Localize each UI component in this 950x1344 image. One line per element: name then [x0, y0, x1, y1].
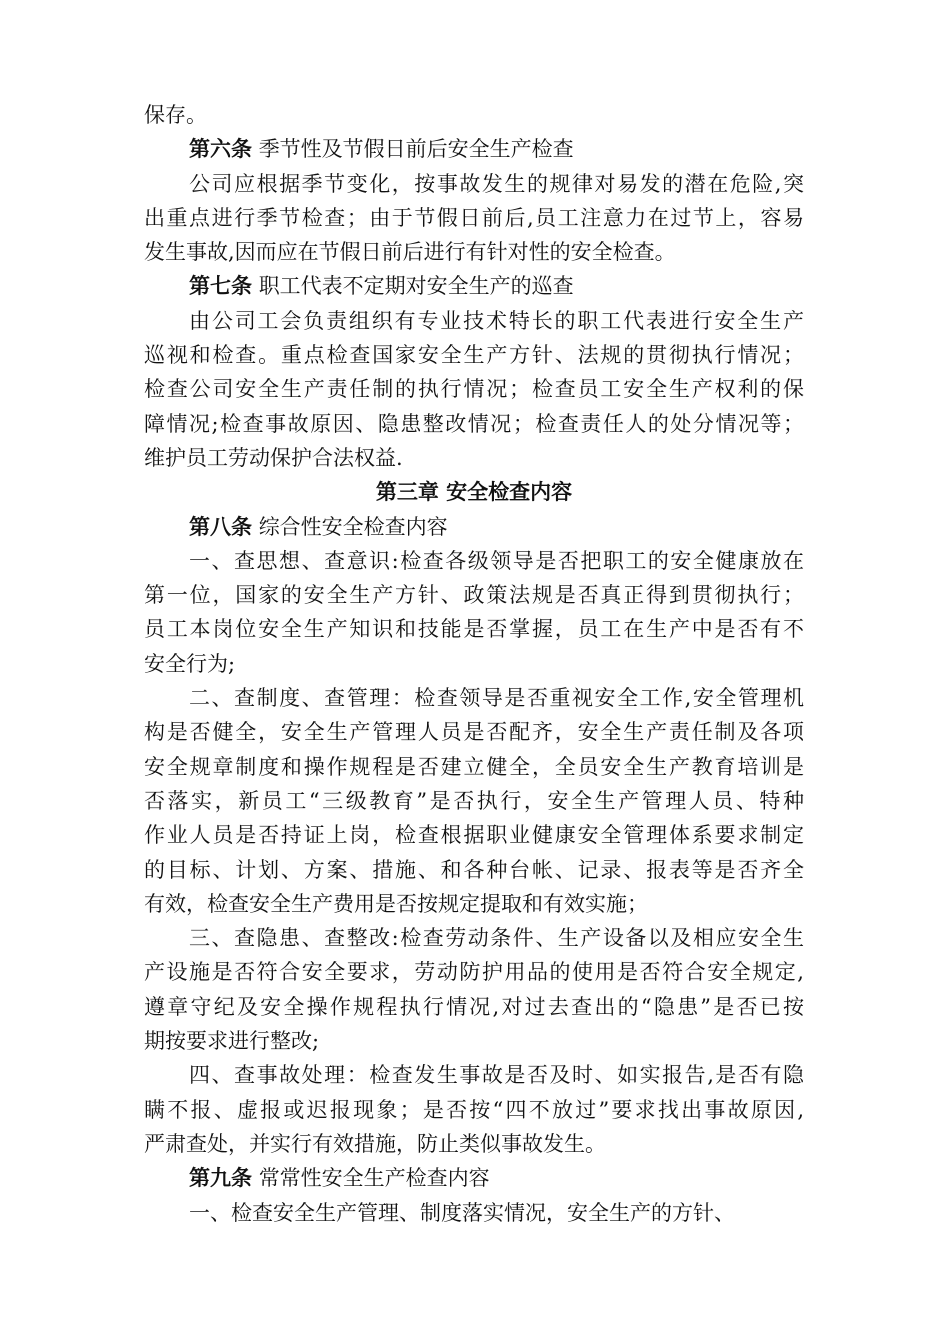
paragraph-line: 障情况;检查事故原因、隐患整改情况；检查责任人的处分情况等； — [144, 411, 804, 436]
article-label: 第七条 — [189, 273, 252, 299]
document-body — [144, 98, 804, 1230]
paragraph-line: 员工本岗位安全生产知识和技能是否掌握，员工在生产中是否有不 — [144, 617, 804, 642]
article-title: 职工代表不定期对安全生产的巡查 — [258, 274, 574, 299]
paragraph-line: 否落实，新员工“三级教育”是否执行，安全生产管理人员、特种 — [144, 788, 804, 813]
paragraph-line: 一、检查安全生产管理、制度落实情况，安全生产的方针、 — [189, 1200, 735, 1225]
paragraph-line: 巡视和检查。重点检查国家安全生产方针、法规的贯彻执行情况； — [144, 343, 804, 368]
paragraph-line: 维护员工劳动保护合法权益. — [144, 445, 403, 470]
paragraph-line: 三、查隐患、查整改:检查劳动条件、生产设备以及相应安全生 — [189, 926, 804, 951]
paragraph-line: 构是否健全，安全生产管理人员是否配齐，安全生产责任制及各项 — [144, 720, 804, 745]
paragraph-line: 期按要求进行整改; — [144, 1029, 320, 1054]
paragraph-line: 安全行为; — [144, 651, 236, 676]
paragraph-line: 严肃查处，并实行有效措施，防止类似事故发生。 — [144, 1131, 606, 1156]
paragraph-line: 保存。 — [144, 103, 207, 127]
article-label: 第八条 — [189, 513, 252, 539]
article-title: 季节性及节假日前后安全生产检查 — [258, 137, 574, 162]
chapter-heading: 第三章 安全检查内容 — [375, 479, 573, 505]
paragraph-line: 四、查事故处理：检查发生事故是否及时、如实报告,是否有隐 — [189, 1063, 804, 1088]
article-heading — [144, 1161, 804, 1195]
paragraph-line: 一、查思想、查意识:检查各级领导是否把职工的安全健康放在 — [189, 548, 804, 573]
paragraph-line: 由公司工会负责组织有专业技术特长的职工代表进行安全生产 — [189, 308, 804, 333]
paragraph-line: 的目标、计划、方案、措施、和各种台帐、记录、报表等是否齐全 — [144, 857, 804, 882]
article-title: 综合性安全检查内容 — [258, 514, 448, 539]
article-heading — [144, 269, 804, 303]
paragraph-line: 公司应根据季节变化，按事故发生的规律对易发的潜在危险,突 — [189, 171, 804, 196]
paragraph-line: 检查公司安全生产责任制的执行情况；检查员工安全生产权利的保 — [144, 377, 804, 402]
paragraph-line: 作业人员是否持证上岗，检查根据职业健康安全管理体系要求制定 — [144, 823, 804, 848]
article-label: 第六条 — [189, 136, 252, 162]
paragraph-line: 有效，检查安全生产费用是否按规定提取和有效实施； — [144, 891, 648, 916]
paragraph-line: 安全规章制度和操作规程是否建立健全，全员安全生产教育培训是 — [144, 754, 804, 779]
paragraph-line: 产设施是否符合安全要求，劳动防护用品的使用是否符合安全规定, — [144, 960, 804, 985]
article-heading — [144, 510, 804, 544]
paragraph-line: 遵章守纪及安全操作规程执行情况,对过去查出的“隐患”是否已按 — [144, 994, 804, 1019]
article-heading — [144, 132, 804, 166]
paragraph-line: 二、查制度、查管理：检查领导是否重视安全工作,安全管理机 — [189, 686, 804, 711]
paragraph-line: 瞒不报、虚报或迟报现象；是否按“四不放过”要求找出事故原因, — [144, 1097, 804, 1122]
paragraph-line: 发生事故,因而应在节假日前后进行有针对性的安全检查。 — [144, 240, 676, 265]
article-title: 常常性安全生产检查内容 — [258, 1166, 490, 1191]
paragraph-line: 第一位，国家的安全生产方针、政策法规是否真正得到贯彻执行； — [144, 583, 804, 608]
article-label: 第九条 — [189, 1165, 252, 1191]
paragraph-line: 出重点进行季节检查；由于节假日前后,员工注意力在过节上，容易 — [144, 205, 804, 230]
